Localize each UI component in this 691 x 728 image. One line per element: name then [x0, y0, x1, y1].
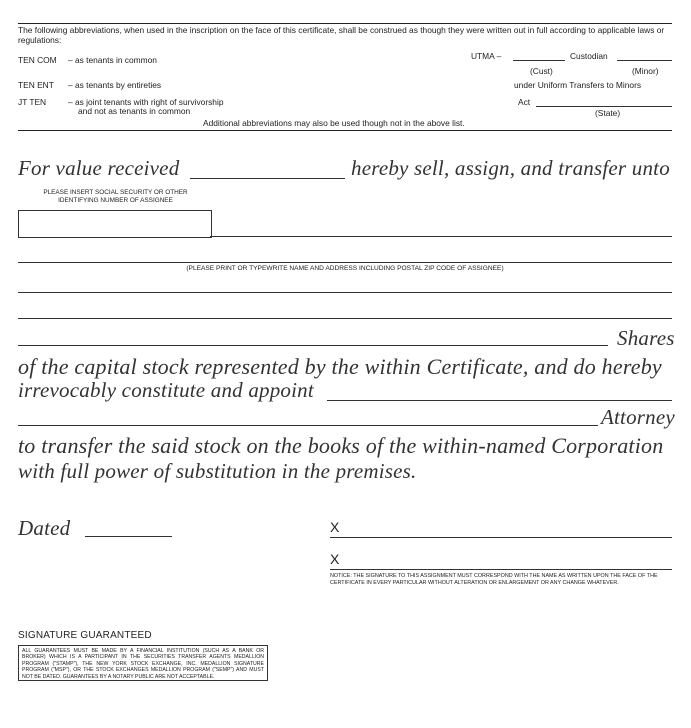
guarantee-notice-text: ALL GUARANTEES MUST BE MADE BY A FINANCIAL INSTITUTION (SUCH AS A BANK OR BROKER) WHICH IS A PARTICIPANT IN THE SECURITIES TRANSFER AGENTS MEDALLION PROGRAM ("STAMP"), THE NEW YORK STOCK EXCHANGE, INC. MEDALLION SIGNATURE PROGRAM ("MSP"), OR THE STOCK EXCHANGES MEDALLION PROGRAM ("SEMP") AND MUST NOT BE DATED. GUARANTEES BY A NOTARY PUBLIC ARE NOT ACCEPTABLE. [22, 648, 264, 680]
signature-guaranteed-heading: SIGNATURE GUARANTEED [18, 630, 152, 641]
utma-minor-line[interactable] [617, 60, 672, 61]
act-label: Act [518, 97, 531, 107]
attorney-label: Attorney [601, 405, 675, 429]
assignee-line-1[interactable] [210, 236, 672, 237]
hereby-sell-text: hereby sell, assign, and transfer unto [351, 156, 670, 180]
state-caption: (State) [595, 108, 621, 118]
jt-ten-value-2: and not as tenants in common [78, 106, 191, 116]
jt-ten-value-1: – as joint tenants with right of survivorship [68, 97, 224, 107]
cust-caption: (Cust) [530, 66, 553, 76]
signature-x-1: X [330, 519, 340, 535]
utma-label: UTMA – [471, 51, 502, 61]
ten-ent-value: – as tenants by entireties [68, 80, 162, 90]
capital-stock-text: of the capital stock represented by the within Certificate, and do hereby [18, 354, 662, 379]
guarantee-notice-box [18, 645, 268, 681]
irrevocably-text: irrevocably constitute and appoint [18, 378, 314, 402]
custodian-label: Custodian [570, 51, 608, 61]
utma-cust-line[interactable] [513, 60, 565, 61]
shares-line[interactable] [18, 345, 608, 346]
substitution-text: with full power of substitution in the premises. [18, 459, 417, 483]
ten-com-key: TEN COM [18, 55, 57, 65]
assignee-line-4[interactable] [18, 318, 672, 319]
ssn-input-box[interactable] [18, 210, 212, 238]
assignee-line-3[interactable] [18, 292, 672, 293]
top-rule [18, 23, 672, 24]
additional-abbreviations-note: Additional abbreviations may also be used though not in the above list. [203, 118, 465, 128]
section-divider [18, 130, 672, 131]
transfer-stock-text: to transfer the said stock on the books of the within-named Corporation [18, 433, 664, 458]
ten-ent-key: TEN ENT [18, 80, 54, 90]
abbreviations-intro: The following abbreviations, when used in the inscription on the face of this certificate, shall be construed as though they were written out in full according to applicable laws or regulations: [18, 25, 665, 45]
shares-label: Shares [617, 326, 675, 350]
date-line[interactable] [85, 536, 172, 537]
for-value-received: For value received [18, 156, 180, 180]
ssn-label-line-2: IDENTIFYING NUMBER OF ASSIGNEE [58, 197, 173, 204]
signature-notice: NOTICE: THE SIGNATURE TO THIS ASSIGNMENT MUST CORRESPOND WITH THE NAME AS WRITTEN UPON THE FACE OF THE CERTIFICATE IN EVERY PARTICULAR WITHOUT ALTERATION OR ENLARGEMENT OR ANY CHANGE WHATEVER. [330, 573, 658, 586]
uniform-transfers-text: under Uniform Transfers to Minors [514, 80, 642, 90]
act-state-line[interactable] [536, 106, 672, 107]
signature-x-2: X [330, 551, 340, 567]
ssn-label-line-1: PLEASE INSERT SOCIAL SECURITY OR OTHER [43, 189, 188, 196]
signature-line-1[interactable] [330, 537, 672, 538]
print-name-instruction: (PLEASE PRINT OR TYPEWRITE NAME AND ADDRESS INCLUDING POSTAL ZIP CODE OF ASSIGNEE) [186, 265, 504, 272]
transferor-name-line[interactable] [190, 178, 345, 179]
minor-caption: (Minor) [632, 66, 659, 76]
dated-label: Dated [18, 516, 71, 540]
ssn-label [18, 189, 213, 205]
assignee-line-2[interactable] [18, 262, 672, 263]
attorney-name-line-2[interactable] [18, 425, 598, 426]
jt-ten-key: JT TEN [18, 97, 47, 107]
signature-line-2[interactable] [330, 569, 672, 570]
attorney-name-line-1[interactable] [327, 400, 672, 401]
ten-com-value: – as tenants in common [68, 55, 157, 65]
